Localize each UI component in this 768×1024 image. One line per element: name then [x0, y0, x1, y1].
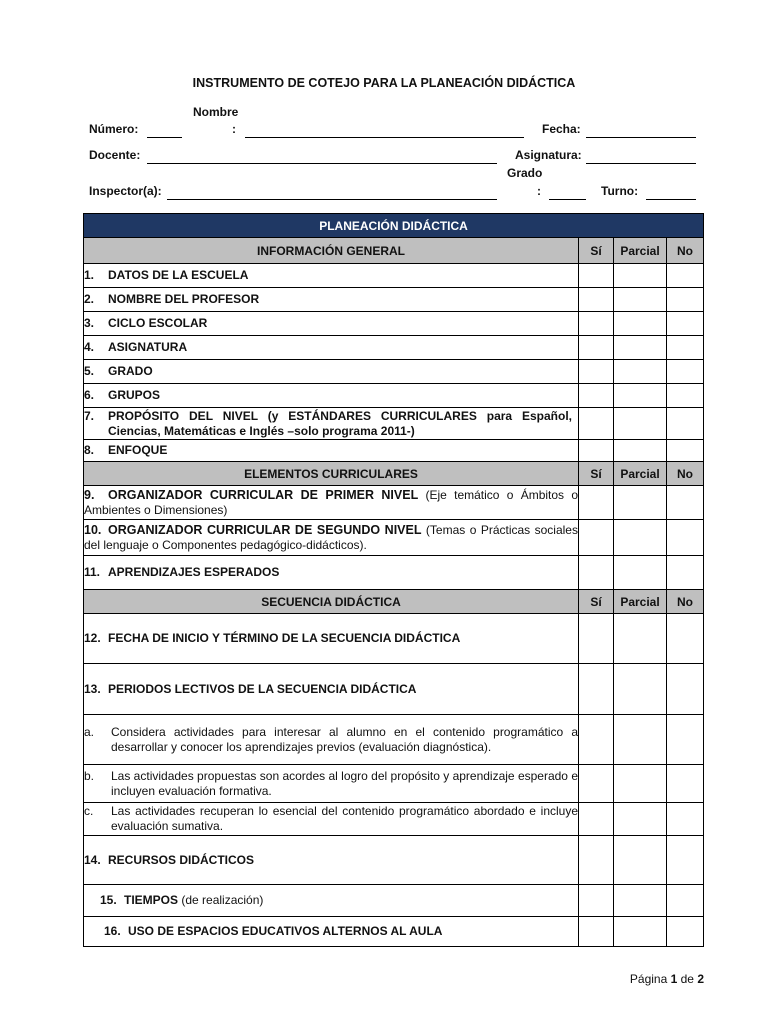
check-cell-no[interactable]	[667, 614, 704, 664]
fecha-label: Fecha:	[542, 122, 581, 136]
docente-field[interactable]	[147, 163, 497, 164]
asignatura-field[interactable]	[586, 163, 696, 164]
col-no: No	[667, 462, 704, 486]
col-si: Sí	[579, 590, 614, 614]
check-cell-si[interactable]	[579, 312, 614, 336]
col-si: Sí	[579, 238, 614, 264]
check-cell-si[interactable]	[579, 885, 614, 917]
table-row: 3. CICLO ESCOLAR	[84, 312, 579, 336]
check-cell-si[interactable]	[579, 486, 614, 520]
table-banner: PLANEACIÓN DIDÁCTICA	[84, 214, 704, 238]
grado-label: Grado	[507, 166, 543, 180]
check-cell-si[interactable]	[579, 408, 614, 440]
table-row: c. Las actividades recuperan lo esencial del contenido programático abordado e incluye evaluación sumativa.	[84, 803, 579, 836]
section-secuencia-didactica: SECUENCIA DIDÁCTICA	[84, 590, 579, 614]
check-cell-no[interactable]	[667, 520, 704, 556]
check-cell-no[interactable]	[667, 664, 704, 715]
check-cell-si[interactable]	[579, 836, 614, 885]
page-number: Página 1 de 2	[629, 972, 704, 986]
fecha-field[interactable]	[586, 137, 696, 138]
check-cell-parcial[interactable]	[614, 917, 667, 947]
check-cell-parcial[interactable]	[614, 440, 667, 462]
check-cell-parcial[interactable]	[614, 264, 667, 288]
section-info-general: INFORMACIÓN GENERAL	[84, 238, 579, 264]
check-cell-si[interactable]	[579, 614, 614, 664]
check-cell-si[interactable]	[579, 336, 614, 360]
check-cell-si[interactable]	[579, 715, 614, 765]
grado-field[interactable]	[549, 199, 586, 200]
check-cell-parcial[interactable]	[614, 715, 667, 765]
table-row: 7. PROPÓSITO DEL NIVEL (y ESTÁNDARES CURRICULARES para Español, Ciencias, Matemáticas e Inglés –solo programa 2011-)	[84, 408, 579, 440]
check-cell-si[interactable]	[579, 360, 614, 384]
col-no: No	[667, 590, 704, 614]
check-cell-no[interactable]	[667, 917, 704, 947]
check-cell-parcial[interactable]	[614, 336, 667, 360]
check-cell-no[interactable]	[667, 486, 704, 520]
check-cell-no[interactable]	[667, 440, 704, 462]
table-row: 6. GRUPOS	[84, 384, 579, 408]
check-cell-si[interactable]	[579, 384, 614, 408]
numero-field[interactable]	[147, 137, 182, 138]
check-cell-no[interactable]	[667, 384, 704, 408]
col-parcial: Parcial	[614, 590, 667, 614]
col-parcial: Parcial	[614, 462, 667, 486]
check-cell-si[interactable]	[579, 917, 614, 947]
table-row: 12. FECHA DE INICIO Y TÉRMINO DE LA SECUENCIA DIDÁCTICA	[84, 614, 579, 664]
check-cell-si[interactable]	[579, 264, 614, 288]
turno-label: Turno:	[601, 184, 639, 198]
turno-field[interactable]	[646, 199, 696, 200]
check-cell-parcial[interactable]	[614, 486, 667, 520]
check-cell-no[interactable]	[667, 765, 704, 803]
check-cell-si[interactable]	[579, 664, 614, 715]
table-row: 4. ASIGNATURA	[84, 336, 579, 360]
table-row: a. Considera actividades para interesar al alumno en el contenido programático a desarrollar y conocer los aprendizajes previos (evaluación diagnóstica).	[84, 715, 579, 765]
grado-colon: :	[537, 184, 541, 198]
col-parcial: Parcial	[614, 238, 667, 264]
check-cell-parcial[interactable]	[614, 384, 667, 408]
check-cell-no[interactable]	[667, 264, 704, 288]
docente-label: Docente:	[89, 148, 141, 162]
check-cell-parcial[interactable]	[614, 664, 667, 715]
table-row: 1. DATOS DE LA ESCUELA	[84, 264, 579, 288]
check-cell-no[interactable]	[667, 288, 704, 312]
asignatura-label: Asignatura:	[515, 148, 582, 162]
nombre-field[interactable]	[245, 137, 524, 138]
inspector-field[interactable]	[167, 199, 497, 200]
check-cell-parcial[interactable]	[614, 408, 667, 440]
check-cell-parcial[interactable]	[614, 885, 667, 917]
table-row: 5. GRADO	[84, 360, 579, 384]
check-cell-si[interactable]	[579, 556, 614, 590]
check-cell-no[interactable]	[667, 336, 704, 360]
check-cell-si[interactable]	[579, 765, 614, 803]
check-cell-si[interactable]	[579, 520, 614, 556]
check-cell-no[interactable]	[667, 803, 704, 836]
check-cell-si[interactable]	[579, 803, 614, 836]
table-row: 15. TIEMPOS (de realización)	[84, 885, 579, 917]
nombre-colon: :	[232, 122, 236, 136]
check-cell-parcial[interactable]	[614, 614, 667, 664]
table-row: 9. ORGANIZADOR CURRICULAR DE PRIMER NIVEL (Eje temático o Ámbitos o Ambientes o Dimensiones)	[84, 486, 579, 520]
col-no: No	[667, 238, 704, 264]
table-row: 14. RECURSOS DIDÁCTICOS	[84, 836, 579, 885]
check-cell-parcial[interactable]	[614, 803, 667, 836]
check-cell-si[interactable]	[579, 440, 614, 462]
section-elementos-curriculares: ELEMENTOS CURRICULARES	[84, 462, 579, 486]
numero-label: Número:	[89, 122, 139, 136]
check-cell-parcial[interactable]	[614, 836, 667, 885]
check-cell-parcial[interactable]	[614, 360, 667, 384]
check-cell-no[interactable]	[667, 556, 704, 590]
check-cell-no[interactable]	[667, 408, 704, 440]
nombre-label: Nombre	[193, 105, 239, 119]
inspector-label: Inspector(a):	[89, 184, 162, 198]
check-cell-no[interactable]	[667, 885, 704, 917]
table-row: 2. NOMBRE DEL PROFESOR	[84, 288, 579, 312]
check-cell-no[interactable]	[667, 312, 704, 336]
col-si: Sí	[579, 462, 614, 486]
check-cell-no[interactable]	[667, 715, 704, 765]
table-row: 10. ORGANIZADOR CURRICULAR DE SEGUNDO NIVEL (Temas o Prácticas sociales del lenguaje o Componentes pedagógico-didácticos).	[84, 520, 579, 556]
table-row: 8. ENFOQUE	[84, 440, 579, 462]
check-cell-parcial[interactable]	[614, 288, 667, 312]
table-row: b. Las actividades propuestas son acordes al logro del propósito y aprendizaje esperado e incluyen evaluación formativa.	[84, 765, 579, 803]
table-row: 11. APRENDIZAJES ESPERADOS	[84, 556, 579, 590]
table-row: 16. USO DE ESPACIOS EDUCATIVOS ALTERNOS AL AULA	[84, 917, 579, 947]
check-cell-no[interactable]	[667, 836, 704, 885]
table-row: 13. PERIODOS LECTIVOS DE LA SECUENCIA DIDÁCTICA	[84, 664, 579, 715]
document-title: INSTRUMENTO DE COTEJO PARA LA PLANEACIÓN DIDÁCTICA	[192, 76, 576, 90]
check-cell-parcial[interactable]	[614, 520, 667, 556]
checklist-table	[83, 213, 704, 947]
check-cell-no[interactable]	[667, 360, 704, 384]
check-cell-parcial[interactable]	[614, 556, 667, 590]
check-cell-parcial[interactable]	[614, 312, 667, 336]
check-cell-parcial[interactable]	[614, 765, 667, 803]
check-cell-si[interactable]	[579, 288, 614, 312]
